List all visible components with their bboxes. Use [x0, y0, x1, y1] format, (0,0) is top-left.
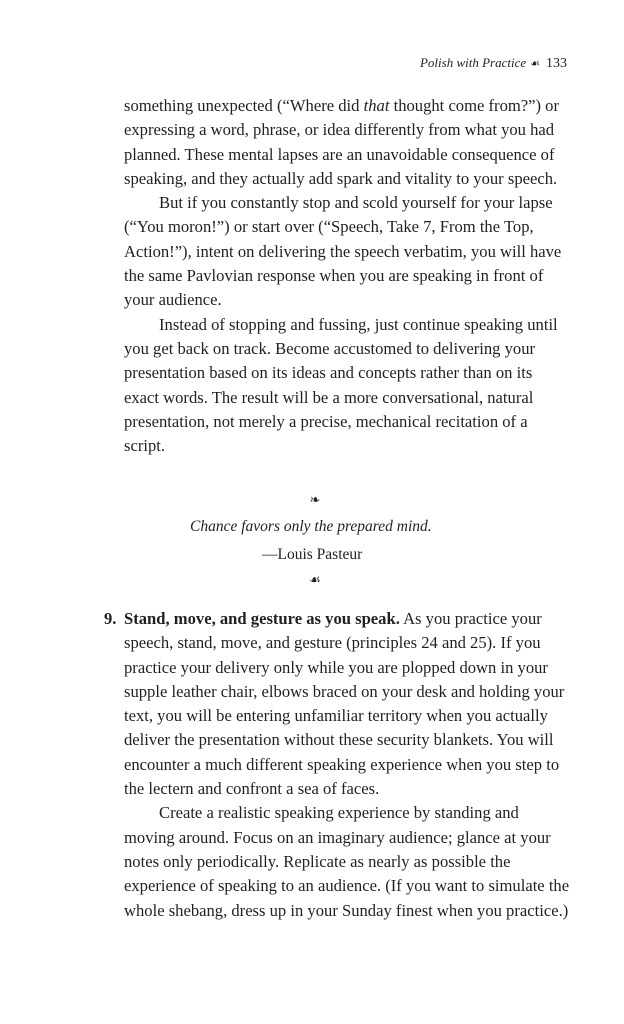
- epigraph-attribution: —Louis Pasteur: [262, 546, 363, 563]
- paragraph: But if you constantly stop and scold yourself for your lapse (“You moron!”) or start over (“Speech, Take 7, From the Top, Action!”), intent on delivering the speech verbatim, you will have the same Pavlovian response when you are speaking in front of your audience.: [124, 193, 562, 310]
- running-head: [420, 55, 567, 72]
- fleuron-icon: ❧: [309, 492, 321, 507]
- epigraph-quote: Chance favors only the prepared mind.: [190, 518, 432, 535]
- list-number: 9.: [104, 609, 117, 628]
- running-head-title: Polish with Practice: [419, 55, 527, 70]
- continued-text: [124, 94, 570, 458]
- item-heading: Stand, move, and gesture as you speak.: [124, 609, 400, 628]
- paragraph: [124, 94, 570, 191]
- list-item-9: [124, 607, 570, 923]
- paragraph: Instead of stopping and fussing, just continue speaking until you get back on track. Become accustomed to delivering your presentation based on its ideas and concepts rather than on its exact words. The result will be a more conversational, natural presentation, not merely a precise, mechanical recitation of a script.: [124, 314, 558, 456]
- page-number: 133: [546, 56, 567, 71]
- paragraph: Create a realistic speaking experience by standing and moving around. Focus on an imaginary audience; glance at your notes only periodically. Replicate as nearly as possible the experience of speaking to an audience. (If you want to simulate the whole shebang, dress up in your Sunday finest when you practice.): [124, 803, 570, 920]
- ornament-icon: ☙: [530, 58, 540, 70]
- paragraph-text: thought come from?”) or expressing a word, phrase, or idea differently from what you had planned. These mental lapses are an unavoidable consequence of speaking, and they actually add spark and vitality to your speech.: [124, 96, 560, 188]
- fleuron-icon: ☙: [309, 572, 321, 587]
- paragraph: [124, 607, 570, 801]
- emphasis-text: that: [363, 96, 390, 115]
- paragraph-text: As you practice your speech, stand, move, and gesture (principles 24 and 25). If you practice your delivery only while you are plopped down in your supple leather chair, elbows braced on your desk and holding your text, you will be entering unfamiliar territory when you actually deliver the presentation without these security blankets. You will encounter a much different speaking experience when you step to the lectern and confront a sea of faces.: [124, 609, 565, 799]
- paragraph-text: something unexpected (“Where did: [124, 96, 364, 115]
